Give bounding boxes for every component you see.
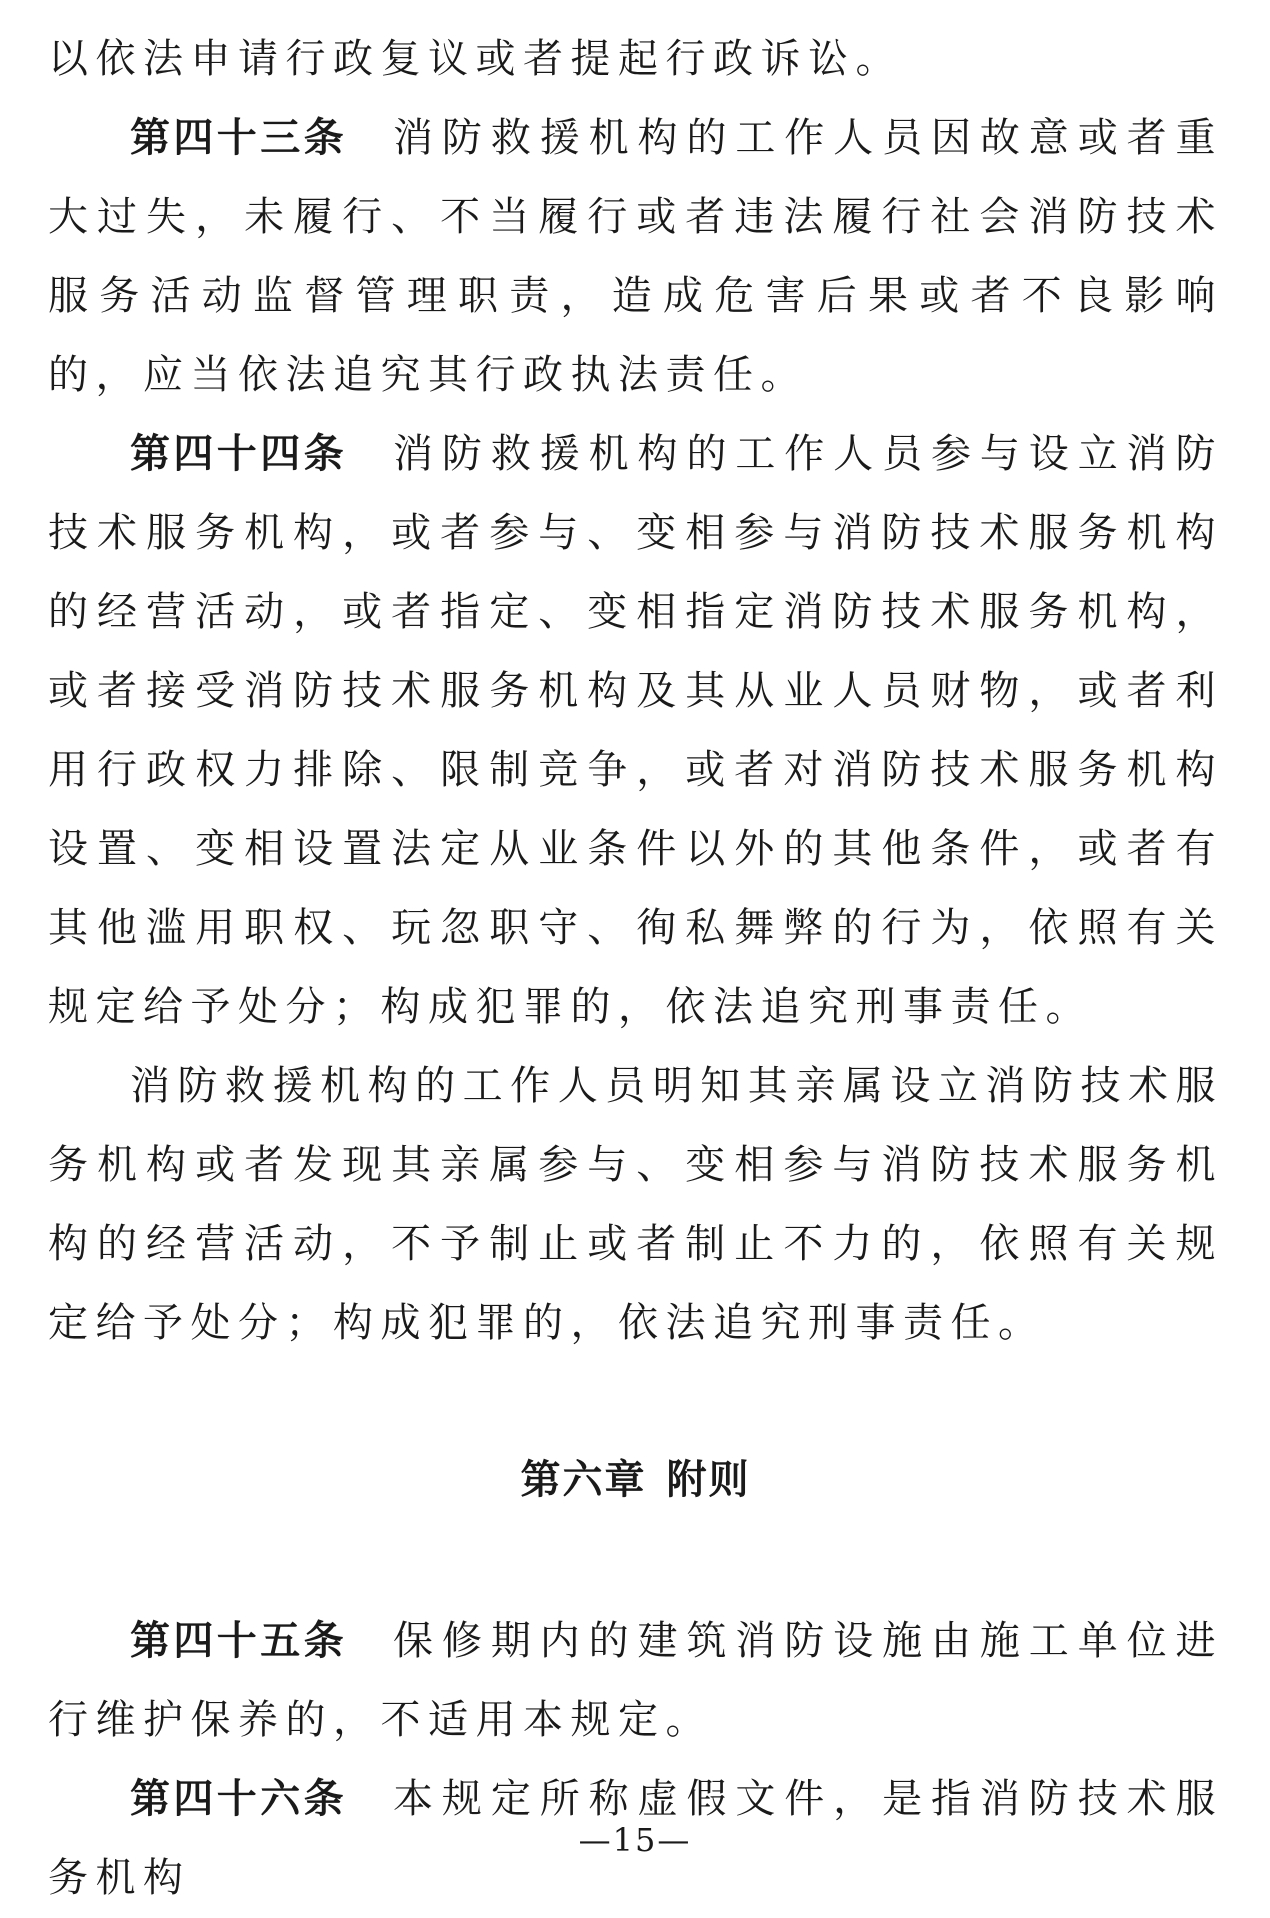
paragraph-text: 消防救援机构的工作人员明知其亲属设立消防技术服务机构或者发现其亲属参与、变相参与消防技术服务机构的经营活动，不予制止或者制止不力的，依照有关规定给予处分；构成犯罪的，依法追究刑事责任。 [48, 1063, 1223, 1346]
chapter-heading [48, 1441, 1223, 1520]
article-label: 第四十六条 [130, 1776, 348, 1822]
paragraph-text: 消防救援机构的工作人员参与设立消防技术服务机构，或者参与、变相参与消防技术服务机构的经营活动，或者指定、变相指定消防技术服务机构，或者接受消防技术服务机构及其从业人员财物，或者利用行政权力排除、限制竞争，或者对消防技术服务机构设置、变相设置法定从业条件以外的其他条件，或者有其他滥用职权、玩忽职守、徇私舞弊的行为，依照有关规定给予处分；构成犯罪的，依法追究刑事责任。 [48, 431, 1224, 1030]
section-after-chapter [48, 1602, 1223, 1918]
article-label: 第四十五条 [130, 1618, 348, 1664]
paragraph [48, 99, 1223, 415]
article-label: 第四十三条 [130, 115, 348, 161]
paragraph [48, 415, 1223, 1047]
paragraph [48, 1047, 1223, 1363]
page-number: —15— [578, 1821, 692, 1859]
section-before-chapter [48, 20, 1223, 1363]
paragraph-text: 以依法申请行政复议或者提起行政诉讼。 [48, 36, 903, 82]
article-label: 第四十四条 [130, 431, 348, 477]
paragraph-text: 本规定所称虚假文件，是指消防技术服务机构 [48, 1776, 1224, 1901]
chapter-title: 附则 [666, 1457, 751, 1503]
paragraph [48, 1602, 1223, 1760]
document-page [48, 20, 1223, 1918]
paragraph-text: 保修期内的建筑消防设施由施工单位进行维护保养的，不适用本规定。 [48, 1618, 1224, 1743]
chapter-number: 第六章 [520, 1457, 647, 1503]
paragraph-text: 消防救援机构的工作人员因故意或者重大过失，未履行、不当履行或者违法履行社会消防技术服务活动监督管理职责，造成危害后果或者不良影响的，应当依法追究其行政执法责任。 [48, 115, 1224, 398]
paragraph [48, 20, 1223, 99]
